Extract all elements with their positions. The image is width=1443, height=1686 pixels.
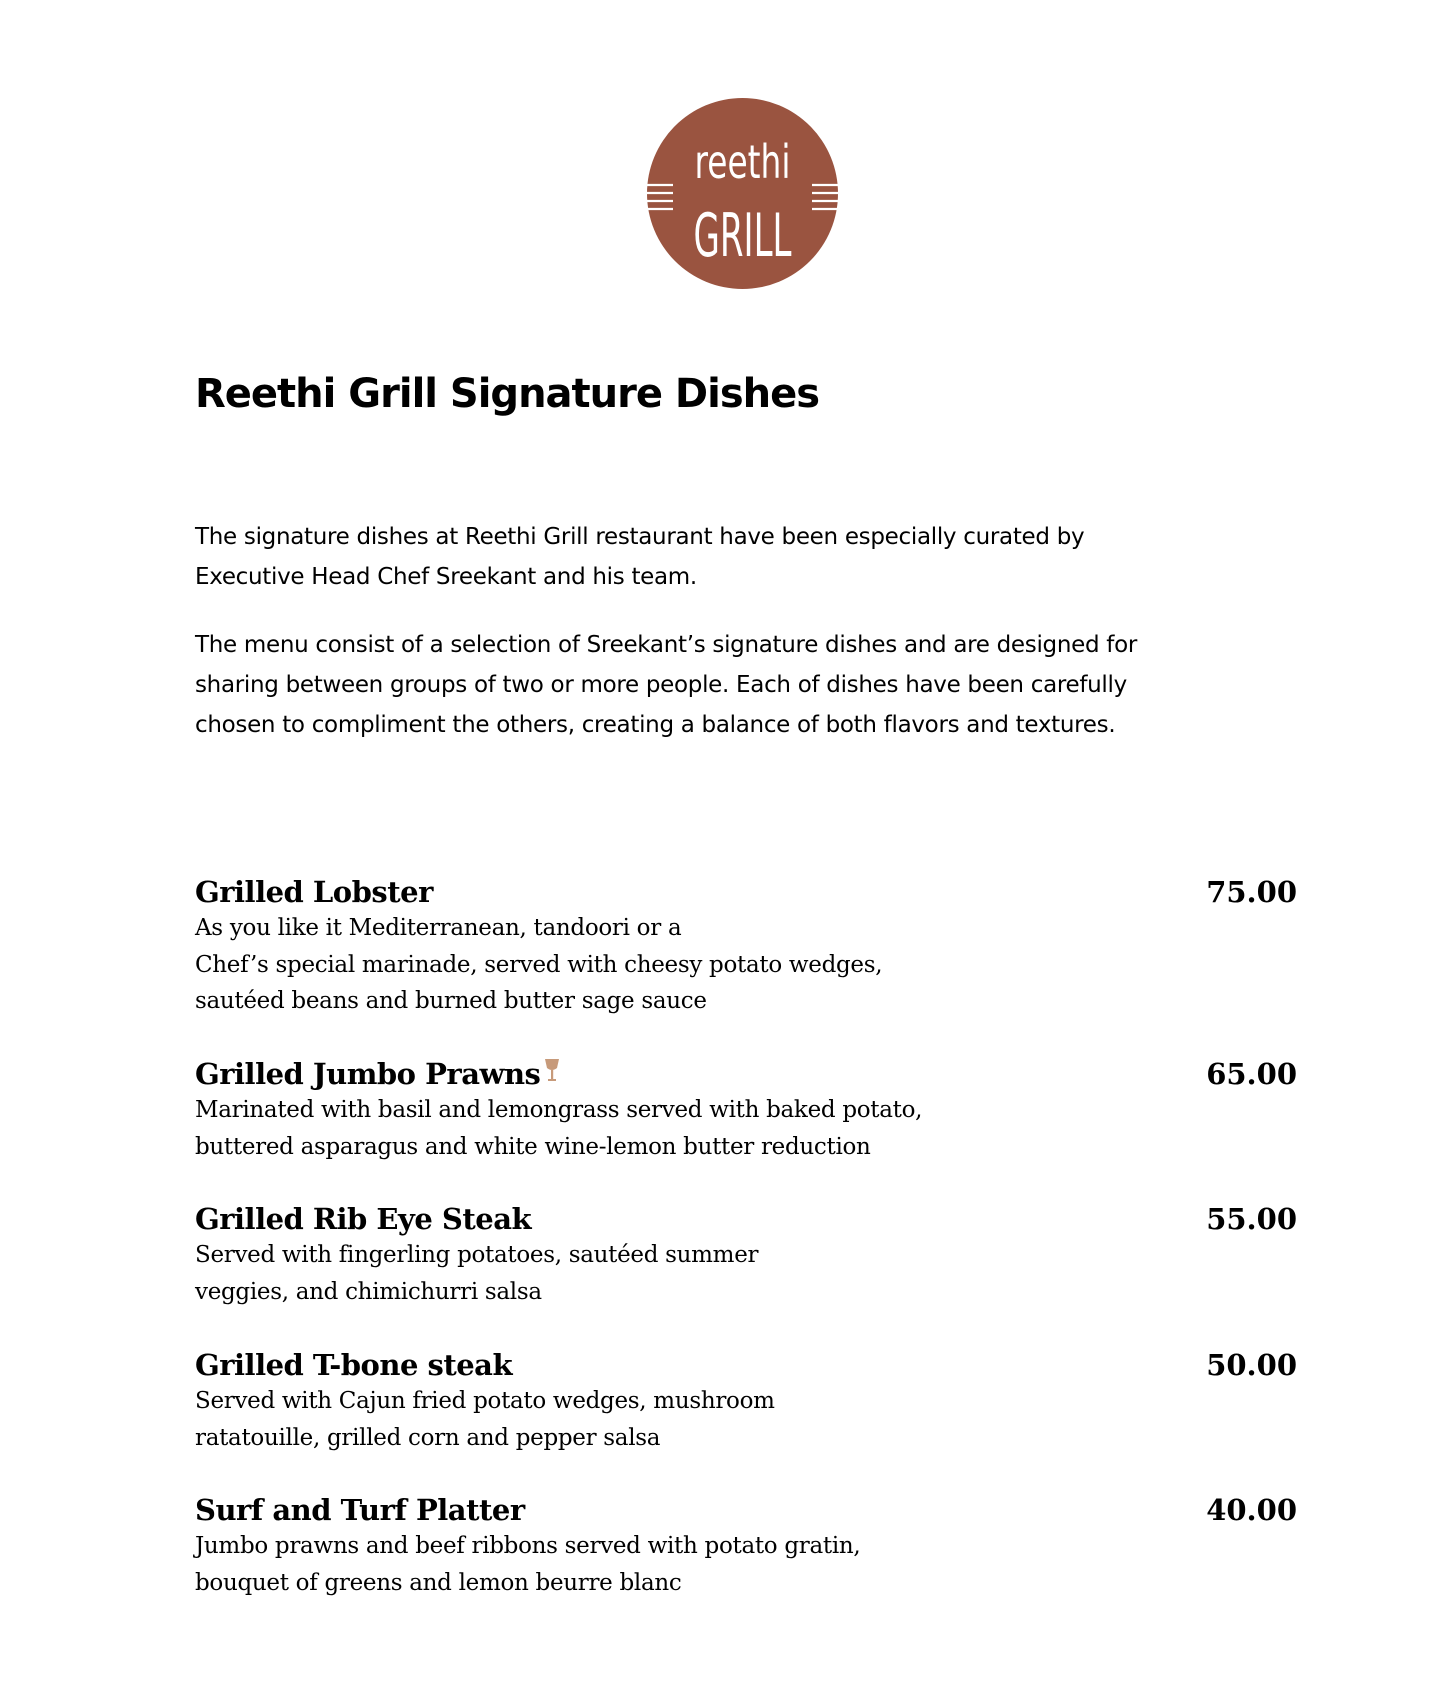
dish-description-line: Served with Cajun fried potato wedges, mushroom	[195, 1388, 775, 1414]
dish-name: Grilled Lobster	[195, 875, 433, 909]
dish-description-line: buttered asparagus and white wine-lemon butter reduction	[195, 1133, 871, 1160]
dish-name: Grilled T-bone steak	[195, 1348, 513, 1382]
dish-description-line: As you like it Mediterranean, tandoori or a	[195, 915, 682, 941]
dish-description-line: ratatouille, grilled corn and pepper salsa	[195, 1424, 661, 1451]
dish-description	[195, 1092, 1297, 1165]
dish-description-line: sautéed beans and burned butter sage sauce	[195, 988, 707, 1014]
dish-price: 55.00	[1206, 1202, 1297, 1236]
logo-text-line1: reethi	[694, 135, 791, 189]
dish-description-line: Chef’s special marinade, served with cheesy potato wedges,	[195, 951, 883, 978]
intro-line: sharing between groups of two or more people. Each of dishes have been carefully	[195, 672, 1127, 698]
menu-item	[195, 1201, 1297, 1310]
dish-description-line: Marinated with basil and lemongrass served with baked potato,	[195, 1097, 923, 1123]
dish-description	[195, 910, 1297, 1020]
intro-line: The menu consist of a selection of Sreekant’s signature dishes and are designed for	[195, 632, 1138, 658]
dish-price: 75.00	[1206, 875, 1297, 909]
dish-description-line: bouquet of greens and lemon beurre blanc	[195, 1569, 682, 1596]
intro-line: The signature dishes at Reethi Grill restaurant have been especially curated by	[195, 524, 1085, 550]
intro-line: Executive Head Chef Sreekant and his team.	[195, 564, 697, 590]
logo-text-line2: GRILL	[693, 201, 792, 271]
dish-price: 50.00	[1206, 1348, 1297, 1382]
intro-paragraph-1	[195, 517, 1315, 597]
menu-item	[195, 1347, 1297, 1456]
dish-description-line: Served with fingerling potatoes, sautéed summer	[195, 1242, 759, 1268]
logo-graphic	[647, 98, 838, 289]
intro-paragraph-2	[195, 625, 1315, 745]
dish-price: 40.00	[1206, 1493, 1297, 1527]
menu-item	[195, 1056, 1297, 1165]
dish-description	[195, 1383, 1297, 1456]
restaurant-logo	[647, 98, 838, 289]
dish-price: 65.00	[1206, 1057, 1297, 1091]
dish-description	[195, 1528, 1297, 1601]
dish-name: Grilled Rib Eye Steak	[195, 1202, 532, 1236]
dish-description-line: veggies, and chimichurri salsa	[195, 1278, 542, 1305]
page-title: Reethi Grill Signature Dishes	[195, 371, 820, 417]
dish-description	[195, 1237, 1297, 1310]
menu-item	[195, 874, 1297, 1020]
dish-name: Surf and Turf Platter	[195, 1493, 525, 1527]
dish-name: Grilled Jumbo Prawns	[195, 1057, 541, 1091]
dish-name-row	[195, 1056, 1297, 1092]
wine-glass-icon	[544, 1054, 560, 1090]
menu-item	[195, 1492, 1297, 1601]
intro-line: chosen to compliment the others, creating a balance of both flavors and textures.	[195, 712, 1116, 738]
dish-description-line: Jumbo prawns and beef ribbons served with potato gratin,	[195, 1533, 861, 1559]
